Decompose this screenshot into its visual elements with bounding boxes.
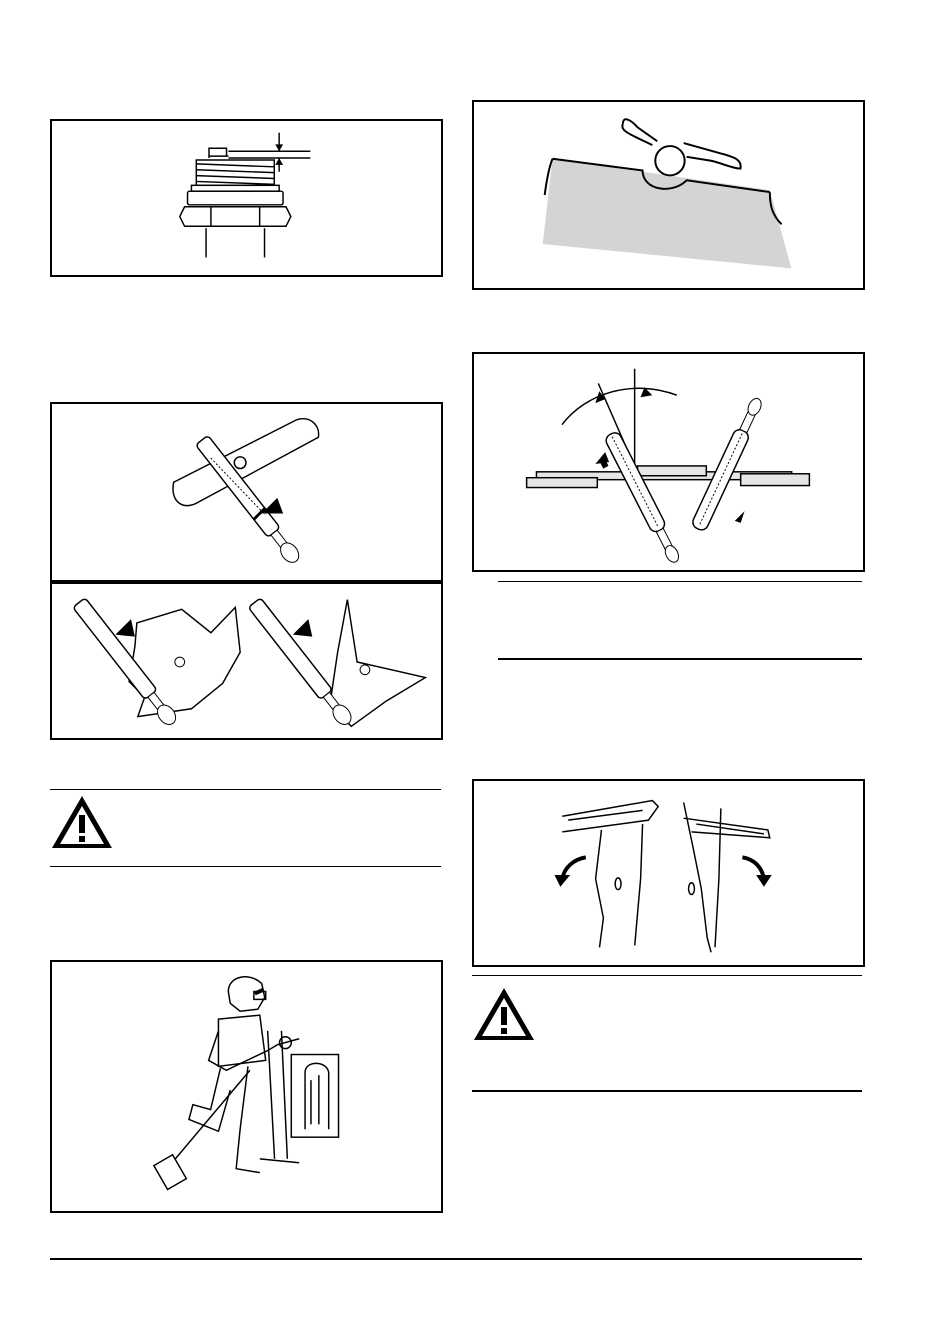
file-icon [52,584,441,738]
setting-tool-icon [474,781,863,965]
depth-gauge-icon [474,102,863,288]
figure-chain-gauge [472,100,865,290]
divider-line [498,658,862,660]
warning-triangle-icon [472,985,536,1043]
divider-line [472,975,862,976]
warning-box [50,793,114,856]
divider-line [50,789,441,790]
file-angle-icon [474,354,863,570]
figure-operator [50,960,443,1213]
footer-line [50,1258,862,1260]
divider-line [498,581,862,582]
operator-icon [52,962,441,1211]
file-icon [52,404,441,580]
divider-line [50,866,441,867]
figure-grass-cutter [50,582,443,740]
figure-setting-tool [472,779,865,967]
warning-box [472,985,536,1048]
spark-plug-icon [52,121,441,275]
figure-spark-plug [50,119,443,277]
figure-filing-angle [472,352,865,572]
warning-triangle-icon [50,793,114,851]
figure-grass-blade [50,402,443,582]
divider-line [472,1090,862,1092]
